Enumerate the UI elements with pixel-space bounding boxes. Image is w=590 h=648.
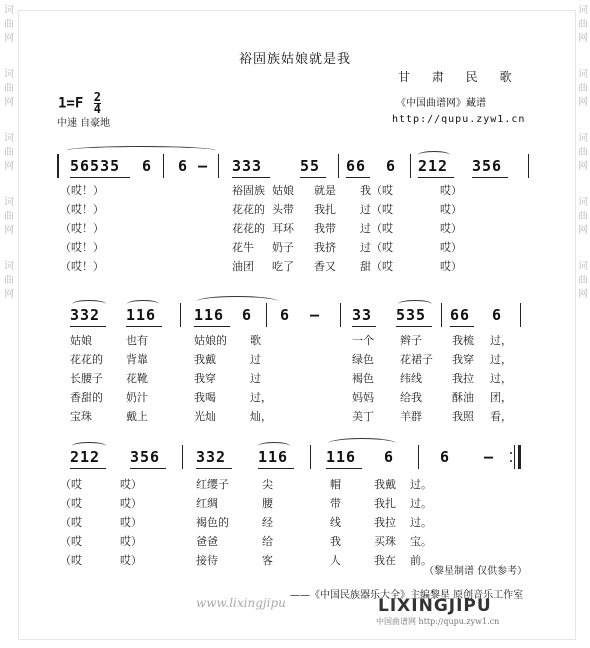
lyric-word: 哎） (120, 516, 142, 529)
source-url: http://qupu.zyw1.cn (392, 114, 526, 125)
lyric-word: （哎！） (60, 222, 104, 235)
watermark-char: 曲 (4, 19, 14, 30)
note: 6 (242, 306, 253, 324)
barline (163, 154, 164, 178)
note-group: 332 (70, 306, 101, 324)
lyric-word: 褐色的 (196, 516, 229, 529)
lyric-word: 哎） (120, 497, 142, 510)
barline (410, 154, 411, 178)
lyric-word: 花花的 (232, 222, 265, 235)
lyric-word: 耳环 (272, 222, 294, 235)
watermark-char: 词 (578, 69, 588, 80)
note-group: 116 (194, 306, 225, 324)
lyric-word: 经 (262, 516, 273, 529)
end-barline (518, 445, 521, 469)
watermark-char: 网 (578, 225, 588, 236)
watermark-char: 网 (4, 161, 14, 172)
lyric-word: 光灿 (194, 410, 216, 423)
watermark-char: 网 (578, 97, 588, 108)
barline (218, 154, 219, 178)
note: — (198, 157, 209, 175)
lyric-word: 纬线 (400, 372, 422, 385)
lyric-word: （哎 (60, 497, 82, 510)
lyric-word: 宝珠 (70, 410, 92, 423)
lyric-word: 就是 (314, 184, 336, 197)
watermark-char: 曲 (4, 83, 14, 94)
lyric-word: 给 (262, 535, 273, 548)
lyric-word: 背靠 (126, 353, 148, 366)
lyric-word: （哎 (60, 516, 82, 529)
lyric-word: 过， (250, 391, 272, 404)
watermark-char: 网 (578, 289, 588, 300)
watermark-char: 词 (578, 133, 588, 144)
lyric-word: 长腰子 (70, 372, 103, 385)
lyric-word: 团， (490, 391, 512, 404)
barline (310, 445, 311, 469)
lyric-word: （哎！） (60, 260, 104, 273)
watermark-char: 词 (4, 197, 14, 208)
lyric-word: 带 (330, 497, 341, 510)
lyric-word: 我扎 (374, 497, 396, 510)
tempo-marking: 中速 自豪地 (57, 118, 111, 129)
watermark-char: 曲 (4, 147, 14, 158)
lyric-word: 线 (330, 516, 341, 529)
lyric-word: （哎！） (60, 241, 104, 254)
lyric-word: （哎！） (60, 184, 104, 197)
lyric-word: 油团 (232, 260, 254, 273)
lyric-word: 戴上 (126, 410, 148, 423)
barline (520, 303, 521, 327)
lyric-word: 过 (250, 372, 261, 385)
barline (514, 445, 515, 469)
page-frame (18, 10, 576, 640)
site-logo-sub: 中国曲谱网 http://qupu.zyw1.cn (376, 617, 500, 626)
note: 6 (440, 448, 451, 466)
watermark-char: 词 (4, 5, 14, 16)
arranger-note: （黎星制谱 仅供参考） (424, 566, 528, 577)
note-group: 56535 (70, 157, 121, 175)
lyric-word: 过（哎 (360, 241, 393, 254)
lyric-word: 辫子 (400, 334, 422, 347)
note: 6 (178, 157, 189, 175)
barline (340, 303, 341, 327)
lyric-word: 过。 (410, 497, 432, 510)
lyric-word: 过。 (410, 516, 432, 529)
barline (441, 303, 442, 327)
lyric-word: 前。 (410, 554, 432, 567)
watermark-char: 曲 (578, 19, 588, 30)
lyric-word: 宝。 (410, 535, 432, 548)
watermark-char: 词 (578, 261, 588, 272)
watermark-char: 词 (4, 133, 14, 144)
lyric-word: 过， (490, 334, 512, 347)
lyric-word: 吃了 (272, 260, 294, 273)
lyric-word: 过。 (410, 478, 432, 491)
lyric-word: 过（哎 (360, 222, 393, 235)
lyric-word: 我 (330, 535, 341, 548)
note-group: 33 (352, 306, 373, 324)
source-credit: 《中国曲谱网》藏谱 (396, 98, 486, 109)
note: — (310, 306, 321, 324)
lyric-word: 一个 (352, 334, 374, 347)
note: 6 (386, 157, 397, 175)
lyric-word: 接待 (196, 554, 218, 567)
lyric-word: 人 (330, 554, 341, 567)
watermark-char: 网 (4, 225, 14, 236)
lyric-word: 我梳 (452, 334, 474, 347)
watermark-char: 网 (4, 33, 14, 44)
time-bottom: 4 (93, 102, 101, 116)
watermark-char: 曲 (578, 147, 588, 158)
lyric-word: 我拉 (374, 516, 396, 529)
lyric-word: 羊群 (400, 410, 422, 423)
note: 6 (492, 306, 503, 324)
lyric-word: 我穿 (452, 353, 474, 366)
lyric-word: 哎） (440, 184, 462, 197)
watermark-char: 词 (578, 197, 588, 208)
lyric-word: （哎 (60, 554, 82, 567)
lyric-word: 红缨子 (196, 478, 229, 491)
lyric-word: 我（哎 (360, 184, 393, 197)
note-group: 66 (346, 157, 367, 175)
lyric-word: 哎） (120, 554, 142, 567)
lyric-word: 我拉 (452, 372, 474, 385)
lyric-word: 过， (490, 353, 512, 366)
lyric-word: 我戴 (374, 478, 396, 491)
lyric-word: 我挤 (314, 241, 336, 254)
lyric-word: 哎） (440, 260, 462, 273)
watermark-char: 曲 (578, 211, 588, 222)
lyric-word: 美丁 (352, 410, 374, 423)
note-group: 55 (300, 157, 321, 175)
footer-credit: ——《中国民族器乐大全》主编黎星 原创音乐工作室 (290, 590, 524, 601)
lyric-word: 哎） (120, 535, 142, 548)
lyric-word: 我扎 (314, 203, 336, 216)
note-group: 333 (232, 157, 263, 175)
note: 6 (384, 448, 395, 466)
lyric-word: 姑娘的 (194, 334, 227, 347)
lyric-word: 香甜的 (70, 391, 103, 404)
lyric-word: 酥油 (452, 391, 474, 404)
lyric-word: （哎 (60, 478, 82, 491)
note: 6 (142, 157, 153, 175)
watermark-char: 词 (578, 5, 588, 16)
lyric-word: 奶汁 (126, 391, 148, 404)
note-group: 535 (396, 306, 427, 324)
lyric-word: 我穿 (194, 372, 216, 385)
lyric-word: 花靴 (126, 372, 148, 385)
lyric-word: 奶子 (272, 241, 294, 254)
lyric-word: 我在 (374, 554, 396, 567)
note-group: 116 (126, 306, 157, 324)
lyric-word: 哎） (120, 478, 142, 491)
lyric-word: 过， (490, 372, 512, 385)
lyric-word: 我照 (452, 410, 474, 423)
ghost-watermark: www.lixingjipu (196, 596, 286, 610)
lyric-word: 哎） (440, 203, 462, 216)
watermark-char: 词 (4, 261, 14, 272)
watermark-char: 网 (4, 97, 14, 108)
lyric-word: 看， (490, 410, 512, 423)
lyric-word: 甜（哎 (360, 260, 393, 273)
lyric-word: 给我 (400, 391, 422, 404)
note-group: 356 (130, 448, 161, 466)
lyric-word: 我喝 (194, 391, 216, 404)
lyric-word: 香又 (314, 260, 336, 273)
lyric-word: 红绸 (196, 497, 218, 510)
watermark-char: 网 (4, 289, 14, 300)
lyric-word: 灿， (250, 410, 272, 423)
lyric-word: 花花的 (232, 203, 265, 216)
lyric-word: 哎） (440, 241, 462, 254)
note-group: 66 (450, 306, 471, 324)
lyric-word: 歌 (250, 334, 261, 347)
watermark-char: 网 (578, 161, 588, 172)
lyric-word: 姑娘 (272, 184, 294, 197)
watermark-char: 曲 (4, 275, 14, 286)
note-group: 356 (472, 157, 503, 175)
lyric-word: 我戴 (194, 353, 216, 366)
lyric-word: 过（哎 (360, 203, 393, 216)
lyric-word: 哎） (440, 222, 462, 235)
key-signature: 1=F $\frac{2}{4}$ (58, 90, 101, 116)
note-group: 116 (326, 448, 357, 466)
lyric-word: （哎 (60, 535, 82, 548)
note-group: 212 (70, 448, 101, 466)
lyric-word: 头带 (272, 203, 294, 216)
lyric-word: 帽 (330, 478, 341, 491)
watermark-char: 曲 (578, 83, 588, 94)
note-group: 332 (196, 448, 227, 466)
song-title: 裕固族姑娘就是我 (238, 52, 351, 67)
note: — (484, 448, 495, 466)
lyric-word: 妈妈 (352, 391, 374, 404)
lyric-word: 花牛 (232, 241, 254, 254)
barline (338, 154, 339, 178)
lyric-word: 花裙子 (400, 353, 433, 366)
time-top: 2 (93, 90, 101, 104)
song-origin: 甘 肃 民 歌 (398, 70, 521, 84)
lyric-word: 也有 (126, 334, 148, 347)
lyric-word: 爸爸 (196, 535, 218, 548)
lyric-word: 买珠 (374, 535, 396, 548)
lyric-word: 客 (262, 554, 273, 567)
lyric-word: 姑娘 (70, 334, 92, 347)
slur (66, 146, 216, 155)
lyric-word: 腰 (262, 497, 273, 510)
lyric-word: 我带 (314, 222, 336, 235)
barline (182, 445, 183, 469)
barline (418, 445, 419, 469)
start-barline (57, 154, 59, 178)
watermark-char: 曲 (4, 211, 14, 222)
lyric-word: （哎！） (60, 203, 104, 216)
lyric-word: 花花的 (70, 353, 103, 366)
lyric-word: 褐色 (352, 372, 374, 385)
lyric-word: 尖 (262, 478, 273, 491)
site-logo: LIXINGJIPU (378, 596, 492, 616)
barline (180, 303, 181, 327)
watermark-char: 词 (4, 69, 14, 80)
note: 6 (280, 306, 291, 324)
lyric-word: 裕固族 (232, 184, 265, 197)
watermark-char: 网 (578, 33, 588, 44)
note-group: 116 (258, 448, 289, 466)
barline (266, 303, 267, 327)
note-group: 212 (418, 157, 449, 175)
barline (528, 154, 529, 178)
watermark-char: 曲 (578, 275, 588, 286)
lyric-word: 绿色 (352, 353, 374, 366)
lyric-word: 过 (250, 353, 261, 366)
